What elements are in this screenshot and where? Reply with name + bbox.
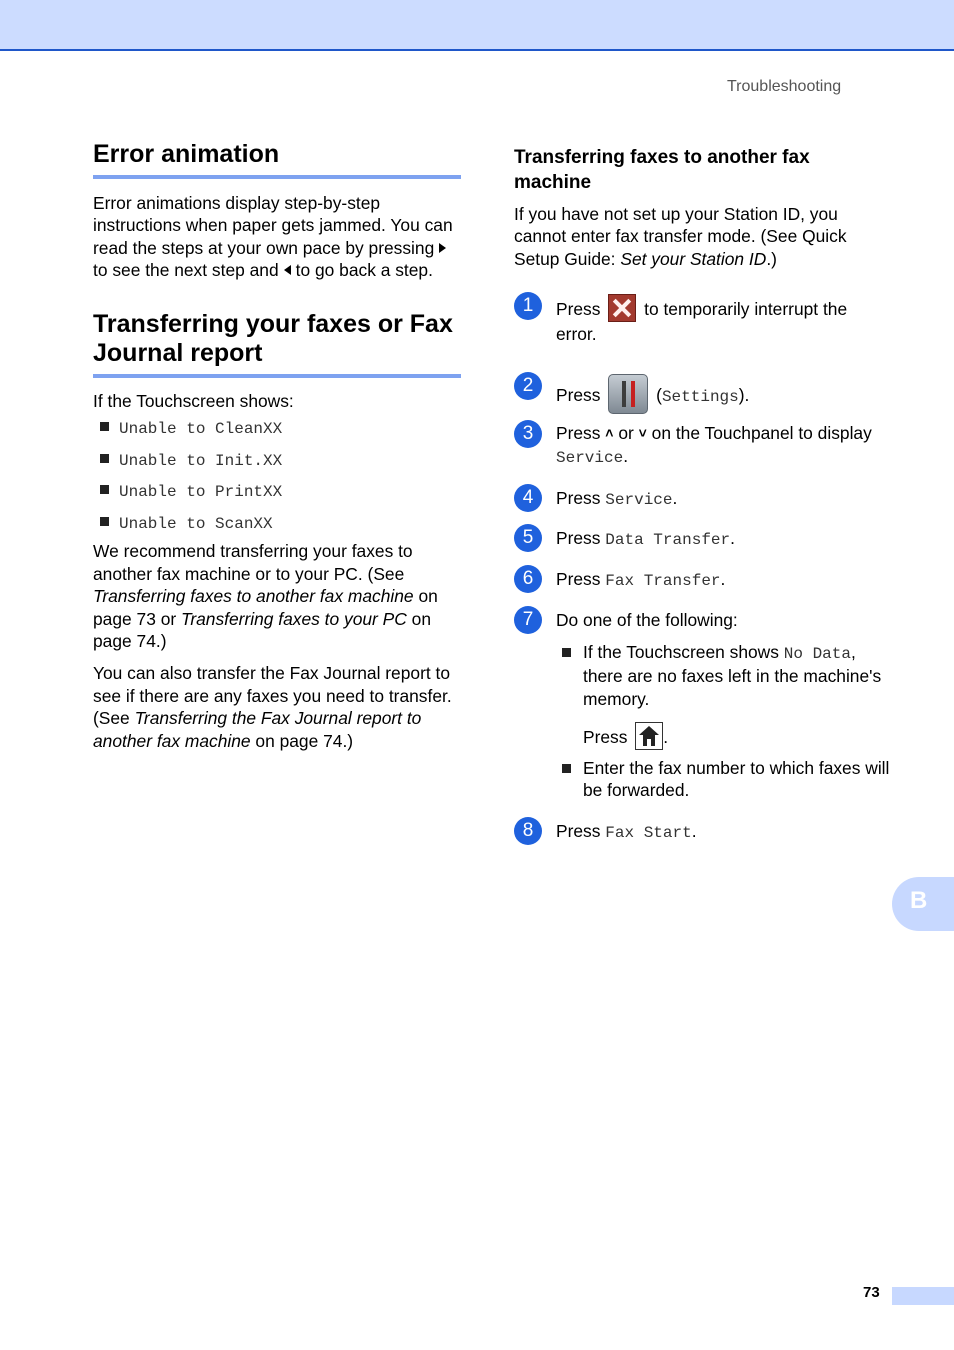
bullet-square-icon (562, 648, 571, 657)
left-arrow-icon (284, 265, 291, 275)
step-number: 6 (514, 565, 542, 593)
list-item: Unable to Init.XX (93, 445, 461, 477)
error-message-list (93, 413, 461, 539)
step-number: 2 (514, 372, 542, 400)
step-number: 1 (514, 292, 542, 320)
chapter-tab: B (892, 877, 954, 931)
chevron-down-icon: ˅ (638, 425, 647, 441)
option-enter-number: Enter the fax number to which faxes will be forwarded. (562, 757, 892, 807)
step-number: 5 (514, 524, 542, 552)
bullet-square-icon (100, 422, 109, 431)
right-arrow-icon (439, 243, 446, 253)
xref-transfer-pc[interactable]: Transferring faxes to your PC (181, 608, 407, 629)
xref-fax-journal[interactable]: Transferring the Fax Journal report to another fax machine (93, 708, 422, 751)
bullet-square-icon (562, 764, 571, 773)
list-item: Unable to PrintXX (93, 476, 461, 508)
left-column (93, 140, 461, 752)
bullet-square-icon (100, 517, 109, 526)
list-item: Unable to CleanXX (93, 413, 461, 445)
recommend-paragraph: We recommend transferring your faxes to another fax machine or to your PC. (See Transferring faxes to another fax machine on page 73 or Transferring faxes to your PC on page 74.) (93, 541, 438, 652)
step-number: 3 (514, 420, 542, 448)
list-item: Unable to ScanXX (93, 508, 461, 540)
step-number: 4 (514, 484, 542, 512)
station-id-paragraph: If you have not set up your Station ID, you cannot enter fax transfer mode. (See Quick Setup Guide: Set your Station ID.) (514, 204, 847, 269)
journal-paragraph: You can also transfer the Fax Journal report to see if there are any faxes you need to transfer. (See Transferring the Fax Journal report to another fax machine on page 74.) (93, 663, 452, 751)
bullet-square-icon (100, 485, 109, 494)
touchscreen-intro: If the Touchscreen shows: (93, 390, 294, 411)
settings-tools-icon (608, 374, 648, 414)
step-number: 7 (514, 606, 542, 634)
home-icon (635, 722, 663, 750)
running-title: Troubleshooting (727, 78, 842, 95)
bullet-square-icon (100, 454, 109, 463)
chevron-up-icon: ˄ (605, 425, 614, 441)
step-number: 8 (514, 817, 542, 845)
transfer-section-heading: Transferring your faxes or Fax Journal report (93, 310, 461, 378)
transfer-fax-heading: Transferring faxes to another fax machine (514, 147, 810, 193)
error-animation-paragraph: Error animations display step-by-step instructions when paper gets jammed. You can read the steps at your own pace by pressingto see the next step and to go back a step. (93, 193, 453, 281)
top-band (0, 0, 954, 51)
error-animation-heading: Error animation (93, 140, 461, 179)
page-number-bar (892, 1287, 954, 1305)
right-column (514, 145, 884, 270)
option-no-data: If the Touchscreen shows No Data, there are no faxes left in the machine's memory. Press . (562, 641, 892, 761)
xref-transfer-fax[interactable]: Transferring faxes to another fax machine (93, 586, 414, 607)
close-x-icon (608, 294, 636, 322)
page-number: 73 (863, 1284, 880, 1301)
